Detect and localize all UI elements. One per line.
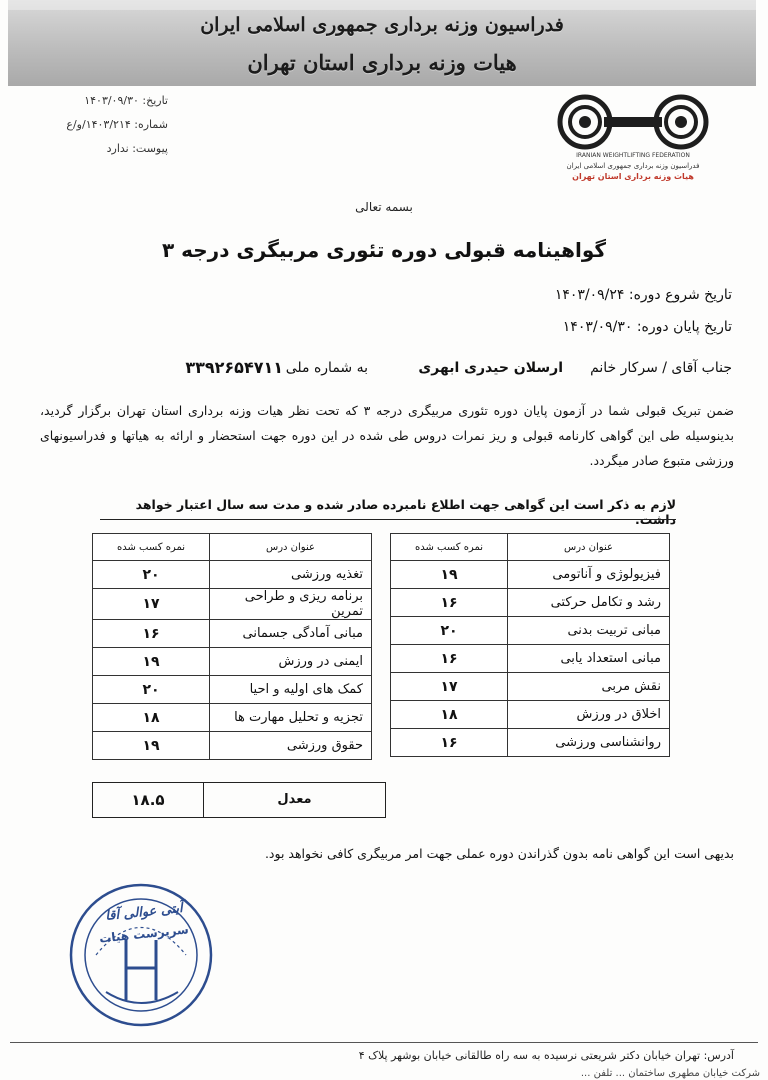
table-row [93,620,372,648]
grades-header-row [93,534,372,561]
course-start [555,287,732,303]
subject-cell: برنامه ریزی و طراحی تمرین [210,589,372,620]
score-cell: ۲۰ [391,617,508,645]
table-row [93,561,372,589]
course-start-value: ۱۴۰۳/۰۹/۲۴ [554,287,625,303]
signatory-title: سرپرست هیات [98,922,190,946]
course-end [563,319,732,335]
subject-header: عنوان درس [508,534,670,561]
subject-cell: کمک های اولیه و احیا [210,676,372,704]
table-row [391,673,670,701]
subject-cell: مبانی استعداد یابی [508,645,670,673]
notice-underline [100,519,676,520]
score-cell: ۱۹ [391,561,508,589]
subject-cell: ایمنی در ورزش [210,648,372,676]
average-label: معدل [203,783,385,817]
score-cell: ۱۸ [93,704,210,732]
grades-table-right [390,533,670,757]
score-cell: ۱۷ [391,673,508,701]
score-cell: ۱۶ [391,589,508,617]
letter-date: تاریخ: ۱۴۰۳/۰۹/۳۰ [84,94,168,107]
validity-notice: لازم به ذکر است این گواهی جهت اطلاع نامبرده صادر شده و مدت سه سال اعتبار خواهد داشت. [135,497,676,527]
federation-logo [548,92,718,212]
course-end-label: تاریخ پایان دوره: [636,319,732,335]
score-header: نمره کسب شده [93,534,210,561]
recipient-name: ارسلان حیدری ابهری [418,360,563,376]
banner-shine [8,0,756,10]
footer-divider [10,1042,758,1043]
score-cell: ۱۶ [391,645,508,673]
footer-contact: شرکت خیابان مطهری ساختمان ... تلفن ... [580,1068,760,1079]
score-cell: ۱۶ [93,620,210,648]
logo-federation-text: فدراسیون وزنه برداری جمهوری اسلامی ایران [566,162,700,170]
score-cell: ۲۰ [93,561,210,589]
grades-table-left [92,533,372,760]
table-row [93,648,372,676]
score-cell: ۱۹ [93,732,210,760]
average-box [92,782,386,818]
subject-cell: تغذیه ورزشی [210,561,372,589]
letter-number: شماره: ۱۴۰۳/۲۱۴/و/ع [66,118,168,131]
national-id: ۳۳۹۲۶۵۴۷۱۱ [185,358,283,377]
table-row [391,729,670,757]
subject-header: عنوان درس [210,534,372,561]
table-row [93,732,372,760]
average-value: ۱۸.۵ [131,791,165,809]
score-cell: ۱۸ [391,701,508,729]
certificate-title: گواهینامه قبولی دوره تئوری مربیگری درجه ۳ [161,238,607,262]
provincial-board-title: هیات وزنه برداری استان تهران [247,50,517,75]
table-row [391,645,670,673]
logo-english-text: IRANIAN WEIGHTLIFTING FEDERATION [576,152,690,159]
course-start-label: تاریخ شروع دوره: [628,287,732,303]
letter-attachment: پیوست: ندارد [106,142,168,155]
score-header: نمره کسب شده [391,534,508,561]
course-end-value: ۱۴۰۳/۰۹/۳۰ [562,319,633,335]
subject-cell: رشد و تکامل حرکتی [508,589,670,617]
subject-cell: اخلاق در ورزش [508,701,670,729]
bismillah: بسمه تعالی [355,200,413,214]
national-id-label: به شماره ملی [285,360,368,376]
subject-cell: مبانی آمادگی جسمانی [210,620,372,648]
score-cell: ۱۷ [93,589,210,620]
table-row [391,701,670,729]
subject-cell: فیزیولوژی و آناتومی [508,561,670,589]
table-row [93,704,372,732]
table-row [391,589,670,617]
grades-header-row [391,534,670,561]
score-cell: ۱۹ [93,648,210,676]
barbell-emblem-icon [556,92,710,150]
footer-address: آدرس: تهران خیابان دکتر شریعتی نرسیده به سه راه طالقانی خیابان بوشهر پلاک ۴ [358,1049,734,1062]
subject-cell: تجزیه و تحلیل مهارت ها [210,704,372,732]
logo-board-text: هیات وزنه برداری استان تهران [572,172,694,181]
table-row [391,617,670,645]
table-row [93,676,372,704]
table-row [93,589,372,620]
signatory-name: آیتی عوالی آقا [104,900,184,925]
recipient-salutation: جناب آقای / سرکار خانم [590,360,732,376]
subject-cell: روانشناسی ورزشی [508,729,670,757]
subject-cell: حقوق ورزشی [210,732,372,760]
header-banner [8,0,756,86]
score-cell: ۱۶ [391,729,508,757]
subject-cell: مبانی تربیت بدنی [508,617,670,645]
body-text: ضمن تبریک قبولی شما در آزمون پایان دوره تئوری مربیگری درجه ۳ که تحت نظر هیات وزنه برداری استان تهران برگزار گردید، بدینوسیله طی این گواهی کارنامه قبولی و ریز نمرات دروس طی شده در این دوره جهت استحضار و ارائه به هیاتها و فدراسیونهای ورزشی متبوع صادر میگردد. [40,403,734,468]
score-cell: ۲۰ [93,676,210,704]
subject-cell: نقش مربی [508,673,670,701]
federation-title: فدراسیون وزنه برداری جمهوری اسلامی ایران [200,14,564,36]
table-row [391,561,670,589]
practical-course-footnote: بدیهی است این گواهی نامه بدون گذراندن دوره عملی جهت امر مربیگری کافی نخواهد بود. [264,846,734,861]
